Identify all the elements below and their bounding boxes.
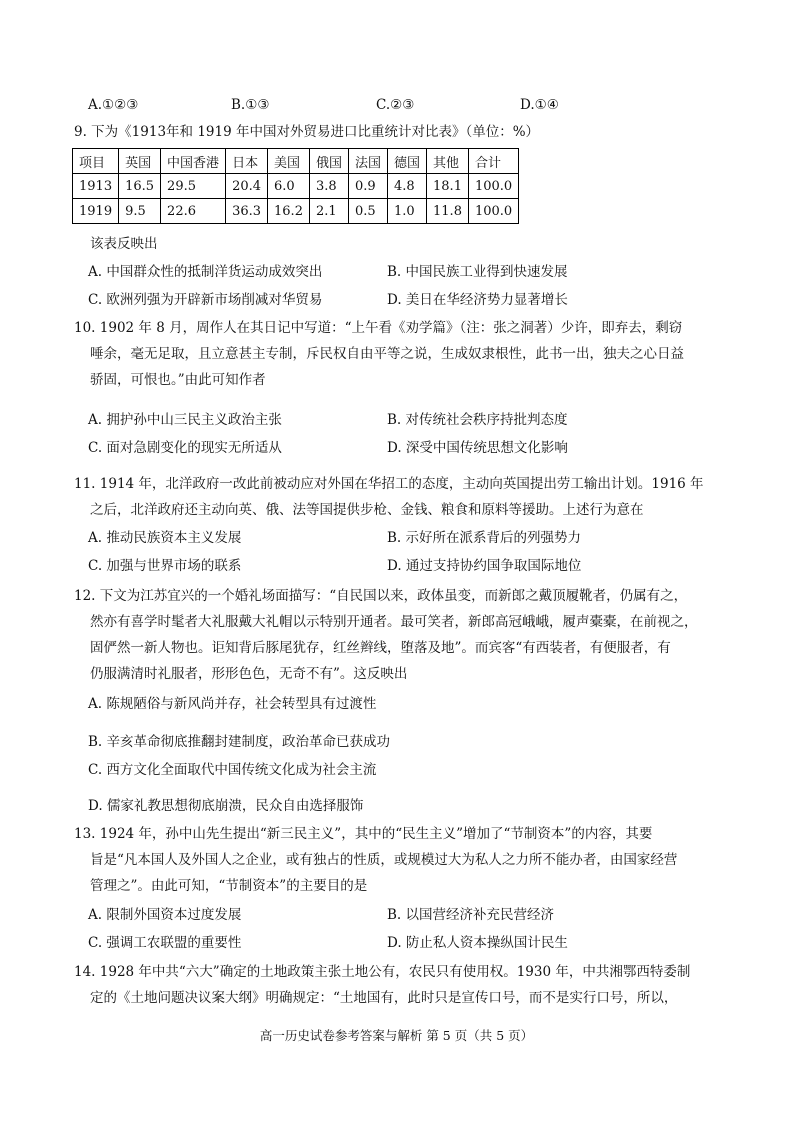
table-cell: 29.5 bbox=[161, 174, 226, 199]
q12-line-3: 固俨然一新人物也。讵知背后豚尾犹存，红丝辫线，堕落及地”。而宾客“有西装者，有便服者，有 bbox=[90, 640, 671, 656]
q9-option-c: C. 欧洲列强为开辟新市场削减对华贸易 bbox=[88, 292, 323, 308]
table-header: 日本 bbox=[226, 149, 268, 174]
q9-trade-table bbox=[72, 148, 519, 224]
q12-line-1: 12. 下文为江苏宜兴的一个婚礼场面描写：“自民国以来，政体虽变，而新郎之戴顶履靴者，仍属有之， bbox=[74, 588, 688, 604]
table-cell: 20.4 bbox=[226, 174, 268, 199]
q10-option-c: C. 面对急剧变化的现实无所适从 bbox=[88, 440, 282, 456]
q12-option-a: A. 陈规陋俗与新风尚并存，社会转型具有过渡性 bbox=[88, 696, 377, 712]
table-header: 美国 bbox=[268, 149, 310, 174]
q8-option-a: A.①②③ bbox=[88, 97, 139, 113]
table-cell: 18.1 bbox=[427, 174, 469, 199]
table-header: 德国 bbox=[388, 149, 427, 174]
table-cell: 2.1 bbox=[309, 199, 348, 224]
q14-line-1: 14. 1928 年中共“六大”确定的土地政策主张土地公有，农民只有使用权。1930 年，中共湘鄂西特委制 bbox=[74, 964, 691, 980]
table-cell: 1.0 bbox=[388, 199, 427, 224]
table-cell: 22.6 bbox=[161, 199, 226, 224]
table-header-row bbox=[73, 149, 519, 174]
q13-option-c: C. 强调工农联盟的重要性 bbox=[88, 935, 242, 951]
table-cell: 16.2 bbox=[268, 199, 310, 224]
q13-line-2: 旨是“凡本国人及外国人之企业，或有独占的性质，或规模过大为私人之力所不能办者，由国家经营 bbox=[90, 852, 678, 868]
q11-option-c: C. 加强与世界市场的联系 bbox=[88, 558, 242, 574]
q12-option-b: B. 辛亥革命彻底推翻封建制度，政治革命已获成功 bbox=[88, 734, 391, 750]
q10-option-b: B. 对传统社会秩序持批判态度 bbox=[387, 412, 568, 428]
table-cell: 1913 bbox=[73, 174, 119, 199]
q9-after: 该表反映出 bbox=[90, 236, 158, 252]
q10-line-2: 唾余，毫无足取，且立意甚主专制，斥民权自由平等之说，生成奴隶根性，此书一出，独夫之心日益 bbox=[90, 346, 684, 362]
q10-line-1: 10. 1902 年 8 月，周作人在其日记中写道：“上午看《劝学篇》（注：张之洞著）少许，即弃去，剩窃 bbox=[74, 320, 683, 336]
q8-option-b: B.①③ bbox=[231, 97, 270, 113]
table-cell: 9.5 bbox=[119, 199, 161, 224]
q11-option-b: B. 示好所在派系背后的列强势力 bbox=[387, 530, 582, 546]
q13-option-a: A. 限制外国资本过度发展 bbox=[88, 907, 242, 923]
table-cell: 0.5 bbox=[348, 199, 387, 224]
table-row bbox=[73, 174, 519, 199]
q12-line-4: 仍服满清时礼服者，形形色色，无奇不有”。这反映出 bbox=[90, 666, 408, 682]
q11-line-1: 11. 1914 年，北洋政府一改此前被动应对外国在华招工的态度，主动向英国提出劳工输出计划。1916 年 bbox=[74, 476, 704, 492]
q11-option-a: A. 推动民族资本主义发展 bbox=[88, 530, 242, 546]
table-cell: 0.9 bbox=[348, 174, 387, 199]
table-header: 项目 bbox=[73, 149, 119, 174]
table-cell: 11.8 bbox=[427, 199, 469, 224]
table-cell: 4.8 bbox=[388, 174, 427, 199]
table-cell: 1919 bbox=[73, 199, 119, 224]
table-cell: 6.0 bbox=[268, 174, 310, 199]
q13-option-d: D. 防止私人资本操纵国计民生 bbox=[387, 935, 568, 951]
table-header: 其他 bbox=[427, 149, 469, 174]
table-cell: 100.0 bbox=[468, 199, 518, 224]
q8-option-d: D.①④ bbox=[520, 97, 559, 113]
q9-option-b: B. 中国民族工业得到快速发展 bbox=[387, 264, 568, 280]
page-footer: 高一历史试卷参考答案与解析 第 5 页（共 5 页） bbox=[259, 1028, 534, 1043]
table-cell: 16.5 bbox=[119, 174, 161, 199]
table-header: 俄国 bbox=[309, 149, 348, 174]
q10-option-d: D. 深受中国传统思想文化影响 bbox=[387, 440, 568, 456]
q12-line-2: 然亦有喜学时髦者大礼服戴大礼帽以示特别开通者。最可笑者，新郎高冠峨峨，履声橐橐，在前视之， bbox=[90, 614, 698, 630]
table-header: 中国香港 bbox=[161, 149, 226, 174]
q13-option-b: B. 以国营经济补充民营经济 bbox=[387, 907, 555, 923]
q9-stem: 9. 下为《1913年和 1919 年中国对外贸易进口比重统计对比表》（单位：%） bbox=[74, 124, 540, 140]
table-header: 英国 bbox=[119, 149, 161, 174]
table-header: 法国 bbox=[348, 149, 387, 174]
q9-option-a: A. 中国群众性的抵制洋货运动成效突出 bbox=[88, 264, 323, 280]
q13-line-1: 13. 1924 年，孙中山先生提出“新三民主义”，其中的“民生主义”增加了“节制资本”的内容，其要 bbox=[74, 826, 653, 842]
q13-line-3: 管理之”。由此可知，“节制资本”的主要目的是 bbox=[90, 878, 368, 894]
q12-option-d: D. 儒家礼教思想彻底崩溃，民众自由选择服饰 bbox=[88, 798, 364, 814]
q11-option-d: D. 通过支持协约国争取国际地位 bbox=[387, 558, 582, 574]
q8-option-c: C.②③ bbox=[376, 97, 415, 113]
table-row bbox=[73, 199, 519, 224]
q11-line-2: 之后，北洋政府还主动向英、俄、法等国提供步枪、金钱、粮食和原料等援助。上述行为意在 bbox=[90, 502, 644, 518]
table-cell: 36.3 bbox=[226, 199, 268, 224]
q10-option-a: A. 拥护孙中山三民主义政治主张 bbox=[88, 412, 282, 428]
q9-option-d: D. 美日在华经济势力显著增长 bbox=[387, 292, 568, 308]
q10-line-3: 骄固，可恨也。”由此可知作者 bbox=[90, 372, 266, 388]
table-header: 合计 bbox=[468, 149, 518, 174]
q12-option-c: C. 西方文化全面取代中国传统文化成为社会主流 bbox=[88, 762, 377, 778]
q14-line-2: 定的《土地问题决议案大纲》明确规定：“土地国有，此时只是宣传口号，而不是实行口号，所以， bbox=[90, 990, 678, 1006]
table-cell: 3.8 bbox=[309, 174, 348, 199]
table-cell: 100.0 bbox=[468, 174, 518, 199]
